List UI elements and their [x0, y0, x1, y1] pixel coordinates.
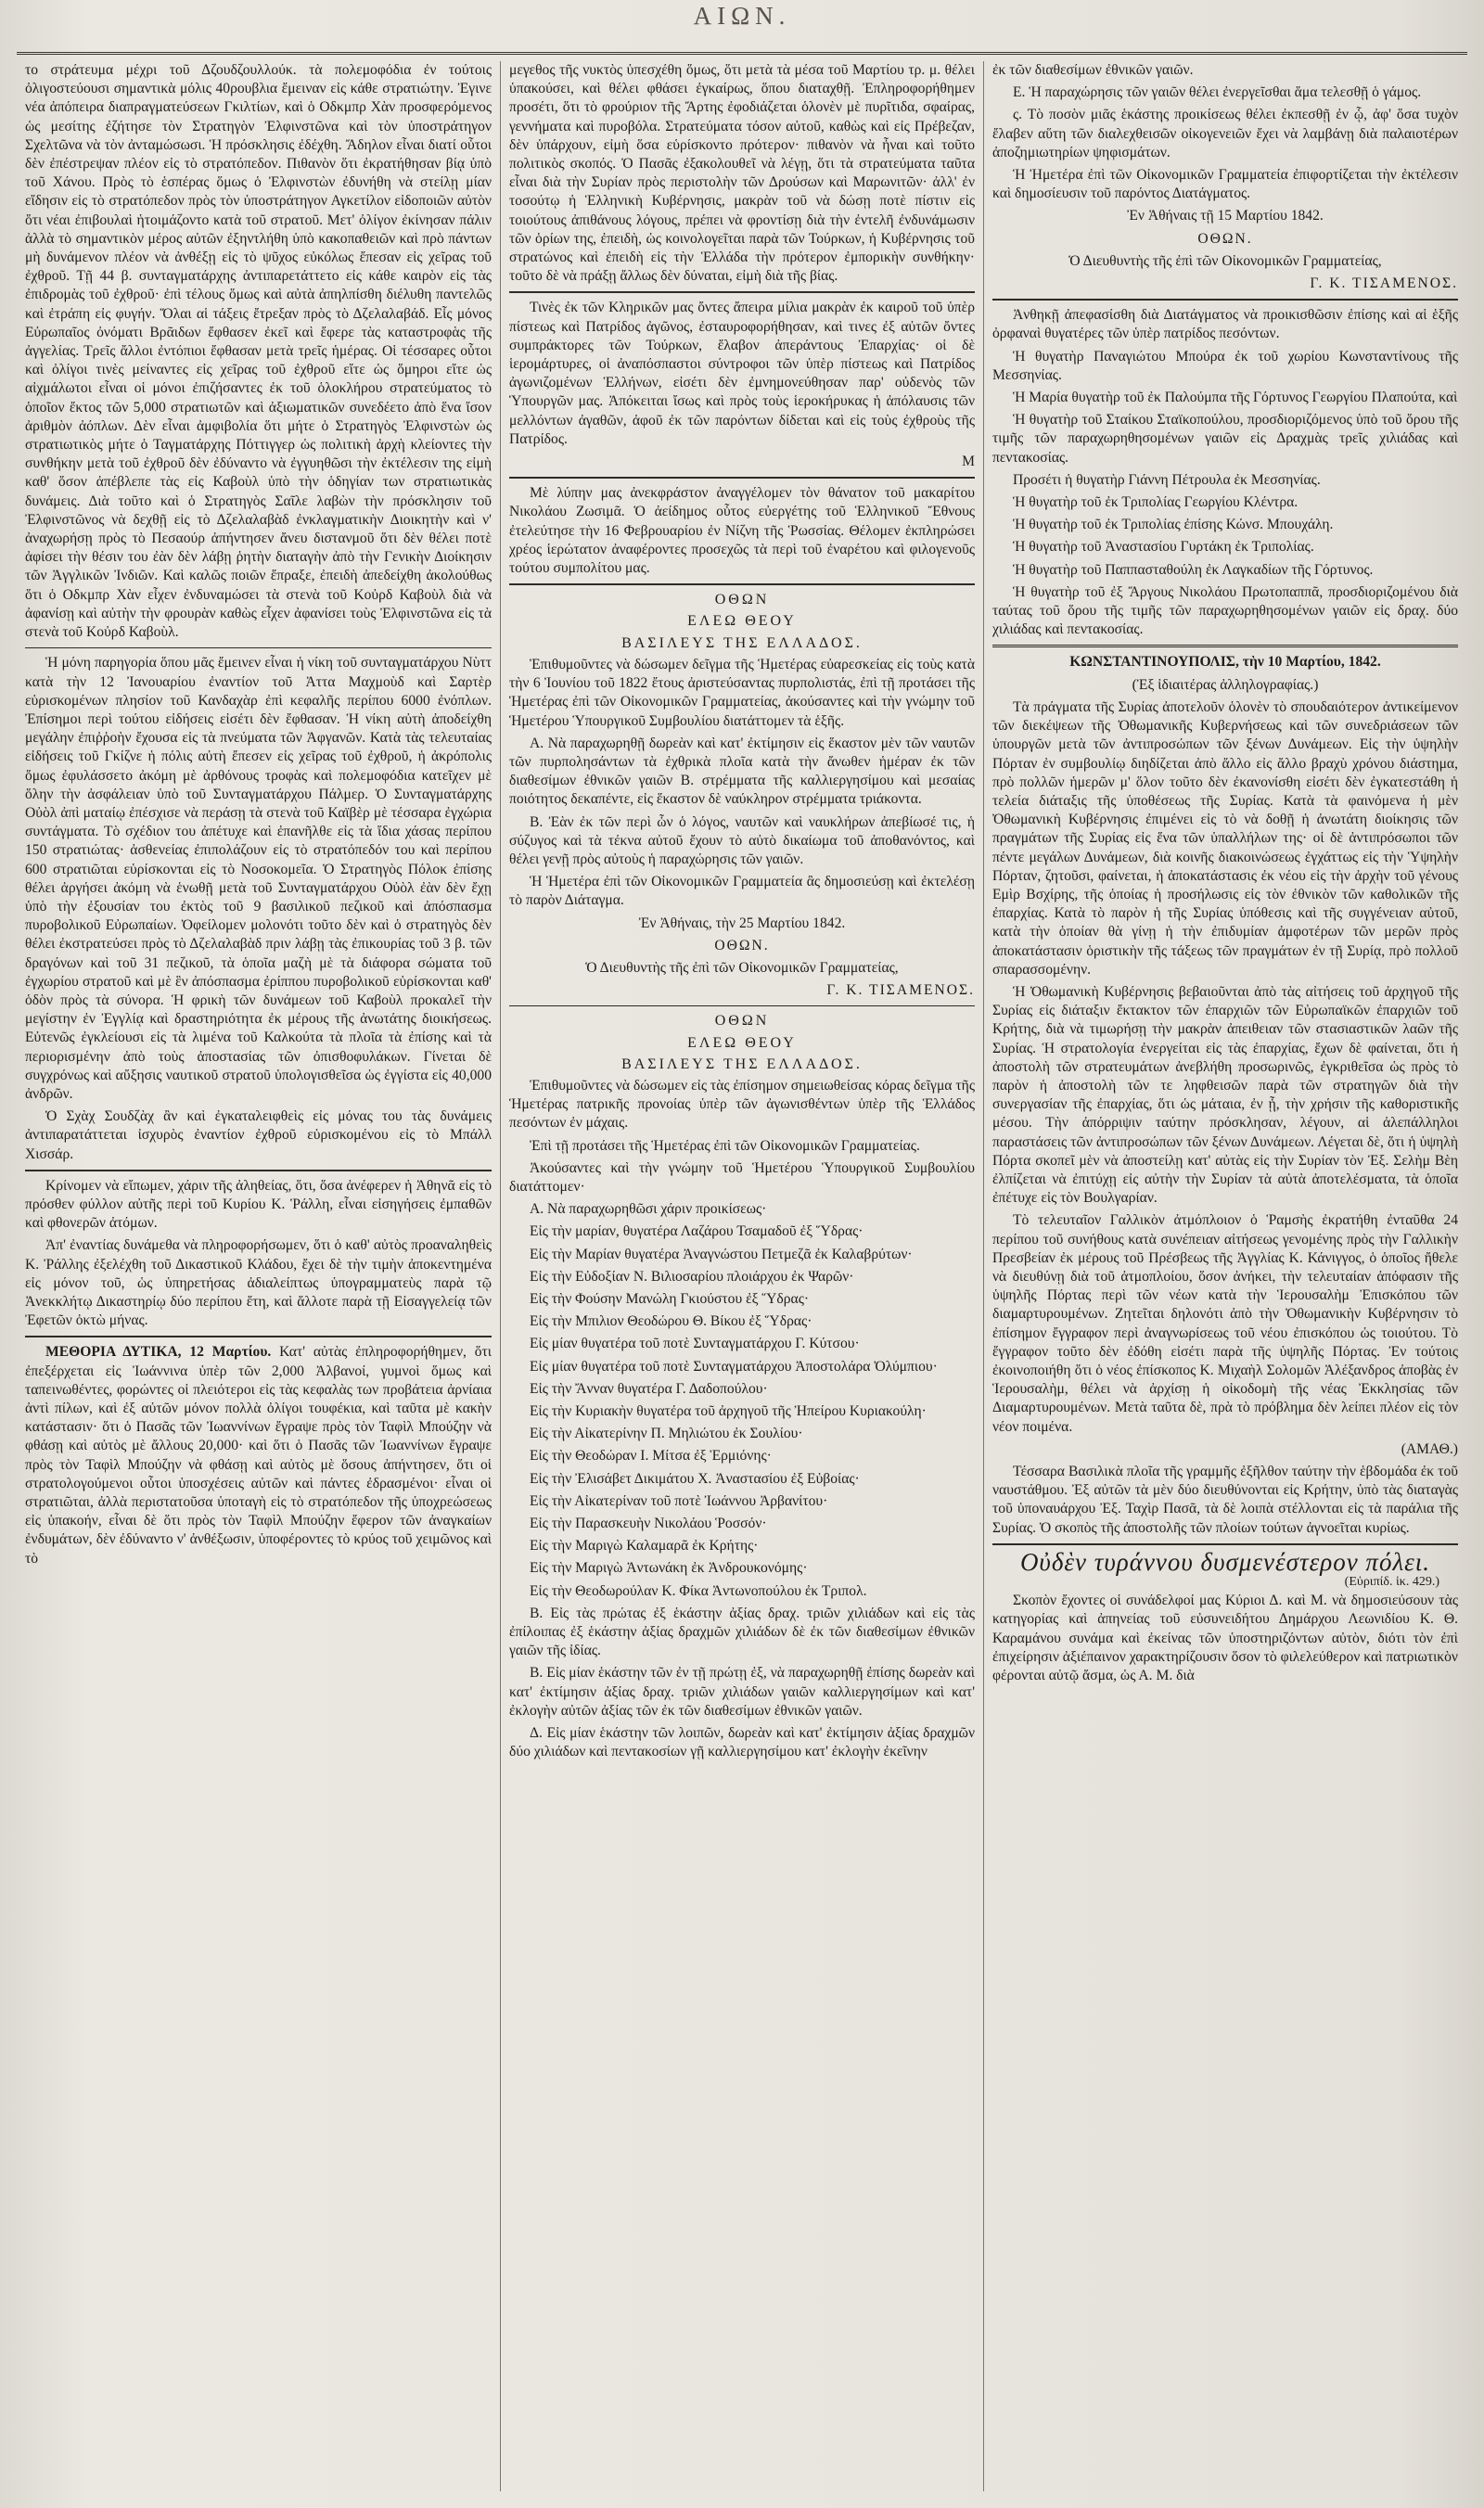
article-syria-p2: Ἡ Ὀθωμανικὴ Κυβέρνησις βεβαιοῦνται ἀπὸ τὰς αἰτήσεις τοῦ ἀρχηγοῦ τῆς Συρίας εἰς διάταξιν ἔκτακτον τῶν ἐπαρχιῶν τῶν Εὐρωπαϊκῶν ἐπαρχιῶν τοῦ Κρήτης, διὰ νὰ τιμωρήσῃ τὴν μακρὰν ἀπειθειαν τῶν στασιαστικῶν λαῶν τῆς Συρίας. Ἡ στρατολογία ἐνεργείται εἰς τὰς ἐπαρχίας, ἔχων δὲ φαίνεται, ὅτι ἡ ἀποστολὴ τῶν στρατευμάτων ἀνεβλήθη προσωρινῶς, ἐγκριθεῖσα ὡς πρὸς τὸ παρὸν ἡ ἀποστολὴ τῶν τε ληφθεισῶν παρὰ τῶν στρατηγῶν διὰ τὴν συνεργασίαν τῆς ἐπαρχίας, ὅτι ὡς μάταια, ἐν ᾗ, τὴν χρήσιν τῆς καθοριστικῆς μέσου. Τὴν ἀπόρριψιν ταύτην πρόσκλησαν, λέγουν, αἱ ἀλεπάλληλοι παραστάσεις τῶν ἀντιπροσώπων τῶν ξένων Δυνάμεων. Λέγεται δὲ, ὅτι ἡ ὑψηλὴ Πόρτα σκοπεῖ μὲν νὰ ἀποστείλῃ κατ' αὐτὰς εἰς τὴν Συρίαν τὸν Ἐξ. Σελὴμ Βὲη ἐλπίζεται νὰ ἐπιτύχῃ εἰς αὐτὴν τὴν Συρίαν τὰ αὐτὰ ἀποτελέσματα, τὰ ὁποῖα ἐπέτυχε εἰς τὸν Βουλγαρίαν. — [992, 983, 1458, 1207]
motto-quote: Οὐδὲν τυράννου δυσμενέστερον πόλει. — [1019, 1547, 1431, 1576]
decree2-article-a: Α. Νὰ παραχωρηθῶσι χάριν προικίσεως· — [530, 1201, 767, 1218]
list-item: Εἰς μίαν θυγατέρα τοῦ ποτὲ Συνταγματάρχου Ἀποστολάρα Ὀλύμπιου· — [530, 1358, 938, 1375]
article-afghan-p2: Ἡ μόνη παρηγορία ὅπου μᾶς ἔμεινεν εἶναι ἡ νίκη τοῦ συνταγματάρχου Νὺττ κατὰ τὴν 12 Ἰανουαρίου ἐναντίον τοῦ Ἀττα Μαχμοὺδ καὶ Σαρτὲρ εὑρισκομένων πλησίον τοῦ Κανδαχὰρ ἐπὶ κεφαλῆς περίπου 6000 ἐνόπλων. Ἐπίσημοι περὶ τούτου εἰδήσεις εἰσέτι δὲν ἔφθασαν. Ἡ νίκη αὐτὴ ἀποδείχθη μεγάλην ἐπιῤῥοὴν ἔχουσα εἰς τὰ πνεύματα τῶν Ἀφγανῶν. Κατὰ τὰς τελευταίας εἰδήσεις τοῦ Γκίζνε ἡ πόλις αὐτὴ ἔπεσεν εἰς χεῖρας τοῦ ἐχθροῦ, ἡ ἀκρόπολις ὅμως ἐφυλάσσετο ἀκόμη μὲ ἀρθόνους τροφὰς καὶ πολεμοφόδια κατεῖχεν μὲ ὅλην τὴν ἀσφάλειαν ὑπὸ τοῦ Συνταγματάρχου Πάλμερ. Ὁ Συνταγματάρχης Οὐὸλ ἀπὶ ματαίῳ ἐπέσχισε νὰ περάσῃ τὰ στενὰ τοῦ Καϊβὲρ μὲ τέσσαρα ἐγχώρια συντάγματα. Τὸ σχέδιον του ἀπέτυχε καὶ ἐπανῆλθε εἰς τὰ ἴδια χάσας περίπου 150 στρατιώτας· ἀσθενείας ἐπιπολάζουν εἰς τὸ στρατόπεδόν του καὶ περίπου 600 στρατιῶται εὑρίσκονται εἰς τὸ Νοσοκομεῖα. Ὁ Στρατηγὸς Πόλοκ ἐπίσης θέλει ἀργήσει ἀκόμη νὰ ἑνωθῇ μετὰ τοῦ Συνταγματάρχου Οὐὸλ ἐὰν δὲν ἔχῃ ὑπὸ τὴν ἐξουσίαν του ἐκτὸς τοῦ 9 βασιλικοῦ πεζικοῦ καὶ ἀπόσπασμα πυροβολικοῦ Εὐρωπαίων. Ὀφείλομεν μολονότι τοῦτο δὲν καὶ ὁ στρατηγὸς δὲν θέλει ἐκστρατεύσει πρὸς τὸ Δζελαλαβὰδ πριν λάβῃ τὰς ἐπικουρίας τοῦ 3 β. τῶν δραγόνων καὶ τοῦ 31 πεζικοῦ, τὰ ὁποῖα μαζὴ μὲ τὰ διάφορα σώματα τοῦ ἐγχωρίου στρατοῦ καὶ μὲ ἓν ἀπόσπασμα ἐρίππου πυροβολικοῦ εὑρίσκονται καθ' ὁδὸν πρὸς τὰ σύνορα. Ἡ φρικὴ τῶν δυνάμεων τοῦ Καβοὺλ προκαλεῖ τὴν μεγίστην ἐν Ἐγγλίᾳ καὶ δραστηριότητα ἐκ μέρους τῆς ἀνωτάτης διοικήσεως. Εὐτενῶς ἐγκλείουσι εἰς τὰ λιμένα τοῦ Καλκούτα τὰ πλοῖα τὰ ἐπίσης καὶ τὰ περιορισμένην ἀπὸ τοὺς ἀποστασίας τῶν ὀπισθοφυλάκων. Γίνεται δὲ συγχρόνως καὶ αὔξησις ναυτικοῦ στρατοῦ ὑπολογισθεῖσα ὡς ἐγγίστα εἰς 40,000 ἀνδρῶν. — [25, 655, 492, 1102]
list-item: Ἡ θυγατὴρ τοῦ ἐκ Τριπολίας Γεωργίου Κλέντρα. — [1013, 494, 1298, 511]
list-item: Ἡ θυγατὴρ τοῦ Σταίκου Σταϊκοπούλου, προσδιοριζόμενος ὑπὸ τοῦ ὅρου τῆς τιμῆς τῶν παραχωρηθησομένων γαιῶν εἰς Δραχμὰς τρεῖς χιλιάδας καὶ πεντακοσίας. — [992, 412, 1458, 466]
list-item: Εἰς τὴν Μαριγὼ Καλαμαρᾶ ἐκ Κρήτης· — [530, 1538, 759, 1555]
decree2-sub2: ΒΑΣΙΛΕΥΣ ΤΗΣ ΕΛΛΑΔΟΣ. — [621, 1056, 863, 1072]
decree2-article-f: ς. Τὸ ποσὸν μιᾶς ἑκάστης προικίσεως θέλει ἐκπεσθῇ ἐν ᾧ, ἀφ' ὅσα τυχὸν ἔλαβεν αὕτη τῶν διαλεχθεισῶν οἰκογενειῶν ἔχει νὰ λαμβάνῃ διὰ παλαιοτέρων ἀποζημιωτηρίων ψηφισμάτων. — [992, 107, 1458, 160]
divider — [992, 1543, 1458, 1545]
correspondence-note: (Ἐξ ἰδιαιτέρας ἀλληλογραφίας.) — [1132, 676, 1319, 693]
decree1-minister-title: Ὁ Διευθυντὴς τῆς ἐπὶ τῶν Οἰκονομικῶν Γραμματείας, — [585, 959, 899, 976]
list-item: Εἰς τὴν Ἐλισάβετ Δικιμάτου Χ. Ἀναστασίου ἐξ Εὐβοίας· — [530, 1470, 860, 1487]
list-item: Εἰς τὴν Αἰκατερίναν τοῦ ποτὲ Ἰωάννου Ἀρβανίτου· — [530, 1492, 828, 1509]
columns — [17, 61, 1467, 2491]
list-item: Ἡ θυγατὴρ τοῦ Ἀναστασίου Γυρτάκη ἐκ Τριπολίας. — [1013, 539, 1314, 556]
article-syria-p1: Τὰ πράγματα τῆς Συρίας ἀποτελοῦν ὁλονὲν τὸ σπουδαιότερον ἀντικείμενον τῶν διεκέψεων τῆς Ὀθωμανικῆς Κυβερνήσεως καὶ τῶν συνεδριάσεων τῶν ὑπουργῶν μετὰ τῶν ἀντιπροσώπων τῶν ξένων Δυνάμεων. Εἰς τὴν ὑψηλὴν Πόρταν ἐν συμβουλίῳ διηδίζεται ἀπὸ ἄλλο εἰς ἄλλο βραχὺ χρόνου διάστημα, πρὸ πολλῶν ἡμερῶν μ' ὅλον τοῦτο δὲν ἐκανονίσθη εἰσέτι δὲν ἐγκατεστάθη ἡ τελεία διάταξις τῆς ὑποθέσεως τῆς Συρίας. Κατὰ τὰ φαινόμενα ἡ μὲν Ὀθωμανικὴ Κυβέρνησις ἐπιμένει εἰς τὸ νὰ δοθῇ ἡ ἀνωτάτη διοίκησις τῶν πραγμάτων τῆς Συρίας εἰς ἕνα τῶν ὑπαλλήλων της· οἱ δὲ ἀντιπρόσωποι τῶν πέντε μεγάλων Δυνάμεων, διὰ κοινῆς διακοινώσεως ἐγχάττως εἰς τὴν Ὑψηλὴν Πόρταν, ζητοῦσι, φαίνεται, ἡ ἀποκατάστασις ἐκ νέου εἰς τὴν ἀρχὴν τοῦ γένους Εμὶρ Βσχίρης, τῆς ὁποίας ἡ προσήλωσις εἰς τὸν ἐθνικὸν τῶν καθολικῶν τῆς ἐπαρχίας. Κατὰ τὸ παρὸν ἡ τῆς Συρίας ὑπόθεσις καὶ τῆς συγγένειαν αὐτοῦ, κατὰ τὴν ὁποίαν θὰ γίνῃ ἡ τὴν ἐπιδυμίαν ἀμφοτέρων τῶν μερῶν πρὸς ἀποκατάστασιν ὁριστικὴν τῆς τάξεως τῶν πραγμάτων ἐν τῇ Συρίᾳ, πρὸ πολλοῦ σπαρασσομένην. — [992, 698, 1458, 978]
divider — [992, 645, 1458, 647]
list-item: Εἰς τὴν Θεοδωρούλαν Κ. Φίκα Ἀντωνοπούλου ἐκ Τριπολ. — [530, 1582, 867, 1599]
decree1-minister: Γ. Κ. ΤΙΣΑΜΕΝΟΣ. — [826, 982, 975, 999]
article-methoria: Κατ' αὐτὰς ἐπληροφορήθημεν, ὅτι ἐπεξέρχεται εἰς Ἰωάννινα ὑπὲρ τῶν 2,000 Ἀλβανοί, γυμνοὶ ὅμως καὶ ταπεινωθέντες, φορώντες οἱ πλειότεροι εἰς τὰς κεφαλὰς των προβάτεια ἀρνίαια ἀντὶ πίλων, καὶ ἐξ αὐτῶν μόνον πολλὰ ὀλίγοι τουφέκια, καὶ ταῦτα μὲ κακὴν κατάστασιν· ὅτι ὁ Πασᾶς τῶν Ἰωαννίνων ἔγραψε πρὸς τὸν Ταφὶλ Μπούζην νὰ φθάσῃ καὶ αὐτὸς μὲ ἄλλους 20,000· καὶ ὅτι ὁ Πασᾶς τῶν Ἰωαννίνων ἔγραψε πρὸς τὸν Ταφὶλ Μπούζην νὰ φθάσῃ καὶ αὐτὸς μὲ ὅσους ἀπήντησεν, ὅτι οἱ στρατολογούμενοι οὗτοι ὑποσχέσεις αὐτῶν καὶ πάντες ἐδρασμένοι· εἶναι οἱ στρατιῶται, ἀλλὰ περιστατοῦσα ὑποταγὴ εἰς τὸ στρατόπεδον τῆς ὑποχρεώσεως εἰς ὑπακοήν, εἶναι δὲ ὅτι πρὸς τὸν Ταφὶλ Μπούζην ἔφερον τῶν ἀναγκαίων ἐνδυμάτων, δὲν ἐδύναντο ν' ἀνθέξωσιν, ὑποφέροντες τὸ κρύος τοῦ χειμῶνος καὶ τὸ — [25, 1344, 492, 1567]
article-rallis-p1: Κρίνομεν νὰ εἴπωμεν, χάριν τῆς ἀληθείας, ὅτι, ὅσα ἀνέφερεν ἡ Ἀθηνᾶ εἰς τὸ πρόσθεν φύλλον αὐτῆς περὶ τοῦ Κυρίου Κ. Ῥάλλη, εἶναι εἰσηγήσεις ἐμπαθῶν καὶ φθονερῶν ἀτόμων. — [25, 1177, 492, 1232]
decree2-article-e: Ε. Ἡ παραχώρησις τῶν γαιῶν θέλει ἐνεργεῖσθαι ἅμα τελεσθῇ ὁ γάμος. — [1013, 84, 1422, 101]
decree2-date: Ἐν Ἀθήναις τῇ 15 Μαρτίου 1842. — [1127, 208, 1324, 224]
divider — [25, 1336, 492, 1337]
orphans-list — [992, 348, 1458, 640]
column-1 — [17, 61, 500, 2491]
list-item: Εἰς τὴν Μπιλιον Θεοδώρου Θ. Βίκου ἐξ Ὕδρας· — [530, 1313, 812, 1330]
dateline-constantinople: ΚΩΝΣΤΑΝΤΙΝΟΥΠΟΛΙΣ, τὴν 10 Μαρτίου, 1842. — [1069, 654, 1381, 671]
divider — [509, 291, 975, 293]
decree2-king: ΟΘΩΝ. — [1197, 230, 1253, 247]
decree2-article-b: Β. Εἰς τὰς πρώτας ἐξ ἑκάστην ἀξίας δραχ. τριῶν χιλιάδων καὶ εἰς τὰς ἐπίλοιπας ἐξ ἑκάστην ἀξίας δραχμῶν χιλιάδων δὲ ἐκ τῶν διαθεσίμων ἐθνικῶν γαιῶν τῆς ἰδίας. — [509, 1605, 975, 1659]
list-item: Εἰς τὴν Κυριακὴν θυγατέρα τοῦ ἀρχηγοῦ τῆς Ἠπείρου Κυριακούλη· — [530, 1403, 927, 1419]
article-syria-p4: Τέσσαρα Βασιλικὰ πλοῖα τῆς γραμμῆς ἐξῆλθον ταύτην τὴν ἑβδομάδα ἐκ τοῦ ναυστάθμου. Ἐξ αὐτῶν τὰ μὲν δύο διευθύνονται εἰς Κρήτην, ὑπὸ τὰς διαταγὰς τοῦ ὑποναυάρχου Ἐξ. Ταχὶρ Πασᾶ, τὰ δὲ λοιπὰ στέλλονται εἰς τὰ παράλια τῆς Συρίας. Ὁ σκοπὸς τῆς ἀποστολῆς τῶν πλοίων τούτων ἀγνοεῖται κυρίως. — [992, 1464, 1458, 1536]
article-syria-p3: Τὸ τελευταῖον Γαλλικὸν ἀτμόπλοιον ὁ Ῥαμσὴς ἐκρατήθη ἐνταῦθα 24 περίπου τοῦ συνήθους κατὰ συνέπειαν αἰτήσεως γενομένης πρὸς τὴν Γαλλικὴν Πρεσβείαν ἐκ μέρους τοῦ Πρέσβεως τῆς Ἀγγλίας Κ. Κάνιγγος, ὁ ὁποῖος ἤθελε νὰ διευθύνῃ διὰ τοῦ ἀτμοπλοίου, ὅσον ἀνήκει, τὴν τελευταίαν ἀπόφασιν τῆς ὑψηλῆς Πόρτας περὶ τῶν νέων κατὰ τὴν Ἱερουσαλὴμ Ἐπισκόπου τῶν διαμαρτυρουμένων. Ζητεῖται δηλονότι ἀπὸ τὴν Ὀθωμανικὴν Κυβέρνησιν τὸ ἐπίσημον ἔγγραφον περὶ ἀναγνωρίσεως τοῦ νέου ἐπισκόπου ὡς τοιούτου. Τὸ ἔγγραφον τοῦτο δὲν ἐδόθη εἰσέτι παρὰ τῆς ὑψηλῆς Πόρτας. Ἐν τούτοις ἐκοινοποιήθη ὅτι ὁ νέος ἐπίσκοπος Κ. Μιχαὴλ Σολομῶν Ἀλέξανδρος ἀποβὰς ἐν Ἱερουσαλὴμ, θέλει νὰ ἀρχίσῃ ἡ οἰκοδομὴ τῆς νέας Ἐκκλησίας τῶν Διαμαρτυρουμένων. Μετὰ ταῦτα δὲ, πρὰ τὸ πρόβλημα δὲν λείπει πλέον εἰς τὸν νέον ποιμένα. — [992, 1212, 1458, 1435]
list-item: Ἡ θυγατὴρ τοῦ ἐκ Τριπολίας ἐπίσης Κώνσ. Μπουχάλη. — [1013, 517, 1334, 533]
article-clergy: Τινὲς ἐκ τῶν Κληρικῶν μας ὄντες ἄπειρα μίλια μακρὰν ἐκ καιροῦ τοῦ ὑπὲρ πίστεως καὶ Πατρίδος ἀγῶνος, ἐσταυροφορήθησαν, καὶ τινες ἐξ αὐτῶν ὄντες συμπράκτορες τῶν Τούρκων, ἔλαβον ἀπεράντους Ἐπαρχίας· οἱ δὲ ἱερομάρτυρες, οἱ ἀναπόσπαστοι σύντροφοι τῶν ὑπὲρ πίστεως καὶ Πατρίδος ἀγωνιζομένων Ἑλλήνων, εἰσέτι δὲν ἐμνημονεύθησαν παρ' οὐδενὸς τῶν Ὑπουργῶν μας. Ἀπόκειται ἴσως καὶ πρὸς τοὺς ἱεροκήρυκας ἡ ἀπόλαυσις τῶν μελλόντων ἀγαθῶν, ἀφοῦ ἐκ τῶν παρόντων δίδεται καὶ εἰς τοὺς ἐχθροὺς τῆς Πατρίδος. — [509, 300, 975, 447]
decree2-council: Ἀκούσαντες καὶ τὴν γνώμην τοῦ Ἡμετέρου Ὑπουργικοῦ Συμβουλίου διατάττομεν· — [509, 1159, 975, 1195]
list-item: Προσέτι ἡ θυγατὴρ Γιάννη Πέτρουλα ἐκ Μεσσηνίας. — [1013, 471, 1321, 488]
list-item: Εἰς τὴν Ἄνναν θυγατέρα Γ. Δαδοπούλου· — [530, 1380, 768, 1397]
dateline-methoria: ΜΕΘΟΡΙΑ ΔΥΤΙΚΑ, 12 Μαρτίου. — [45, 1344, 272, 1361]
divider — [25, 647, 492, 648]
decree2-minister: Γ. Κ. ΤΙΣΑΜΕΝΟΣ. — [1310, 275, 1458, 292]
decree1-article-a: Α. Νὰ παραχωρηθῇ δωρεὰν καὶ κατ' ἐκτίμησιν εἰς ἕκαστον μὲν τῶν ναυτῶν τῶν πυρπολησάντων τὰ ἐχθρικὰ πλοῖα κατὰ τὴν ἄνωθεν ἡμέραν ἐκ τῶν διαθεσίμων ἐθνικῶν γαιῶν Β. στρέμματα τῆς καλλιεργησίμου καὶ μεσαίας ποιότητος δεκαπέντε, εἰς ἕκαστον δὲ ναύκληρον στρέμματα τριάκοντα. — [509, 735, 975, 808]
list-item: Εἰς μίαν θυγατέρα τοῦ ποτὲ Συνταγματάρχου Γ. Κύτσου· — [530, 1336, 860, 1352]
list-item: Εἰς τὴν Μαρίαν θυγατέρα Ἀναγνώστου Πετμεζᾶ ἐκ Καλαβρύτων· — [530, 1246, 913, 1262]
article-afghan-p3: Ὁ Σχὰχ Σουδζὰχ ἂν καὶ ἐγκαταλειφθεὶς εἰς μόνας του τὰς δυνάμεις ἀντιπαρατάττεται ἰσχυρὸς ἐναντίον ἐχθροῦ εὑρισκομένου εἰς τὸ Μπάλλ Χισσάρ. — [25, 1108, 492, 1162]
decree2-sub1: ΕΛΕΩ ΘΕΟΥ — [687, 1034, 797, 1051]
divider — [992, 299, 1458, 301]
decree1-execution: Ἡ Ἡμετέρα ἐπὶ τῶν Οἰκονομικῶν Γραμματεία ἂς δημοσιεύσῃ καὶ ἐκτελέσῃ τὸ παρὸν Διάταγμα. — [509, 874, 975, 909]
masthead-title: ΑΙΩΝ. — [693, 2, 791, 30]
divider — [509, 477, 975, 479]
list-item: Ἡ θυγατὴρ τοῦ Παππασταθούλη ἐκ Λαγκαδίων τῆς Γόρτυνος. — [1013, 561, 1374, 578]
decree1-article-b: Β. Ἐὰν ἐκ τῶν περὶ ὧν ὁ λόγος, ναυτῶν καὶ ναυκλήρων ἀπεβίωσέ τις, ἡ σύζυγος καὶ τὰ τέκνα αὐτοῦ ἔχουν τὸ αὐτὸ δικαίωμα τοῦ ἀποθανόντος, καὶ θέλει γενῇ πρὸς αὐτοὺς ἡ παραχώρησις τῶν γαιῶν. — [509, 813, 975, 867]
decree1-sub2: ΒΑΣΙΛΕΥΣ ΤΗΣ ΕΛΛΑΔΟΣ. — [621, 634, 863, 651]
decree1-date: Ἐν Ἀθήναις, τὴν 25 Μαρτίου 1842. — [638, 915, 846, 931]
decree1-preamble: Ἐπιθυμοῦντες νὰ δώσωμεν δεῖγμα τῆς Ἡμετέρας εὐαρεσκείας εἰς τοὺς κατὰ τὴν 6 Ἰουνίου τοῦ 1822 ἔτους ἀριστεύσαντας πυρπολιστάς, ἐπὶ τῇ προτάσει τῆς Ἡμετέρας ἐπὶ τῶν Οἰκονομικῶν Γραμματείας, ἀκούσαντες καὶ τὴν γνώμην τοῦ Ἡμετέρου Ὑπουργικοῦ Συμβουλίου διατάττομεν τὰ ἑξῆς. — [509, 656, 975, 729]
article-rallis-p2: Ἀπ' ἐναντίας δυνάμεθα νὰ πληροφορήσωμεν, ὅτι ὁ καθ' αὐτὸς προαναληθεὶς Κ. Ῥάλλης ἐξελέχθη τοῦ Δικαστικοῦ Κλάδου, ἔχει δὲ τὴν τιμὴν ἀποκεντημένα εἰς μόνον τοῦ, ὡς ὑπηρετήσας ἀδιαλείπτως ὑπογραμματεὺς παρὰ τῷ Ἀνεκκλήτῳ Δικαστηρίῳ δύο περίπου ἔτη, καὶ ἄλλοτε παρὰ τῇ Εἰσαγγελείᾳ τῶν Ἐφετῶν ὀκτὼ μήνας. — [25, 1237, 492, 1329]
decree2-article-d: Δ. Εἰς μίαν ἑκάστην τῶν λοιπῶν, δωρεὰν καὶ κατ' ἐκτίμησιν ἀξίας δραχμῶν δύο χιλιάδων καὶ πεντακοσίων γῇ καλλιεργησίμου κατ' ἐκλογὴν ἐκεῖνην — [509, 1725, 975, 1760]
decree2-dowry-list — [509, 1222, 975, 1600]
list-item: Εἰς τὴν Θεοδώραν Ι. Μίτσα ἐξ Ἑρμιόνης· — [530, 1448, 772, 1465]
list-item: Εἰς τὴν Παρασκευὴν Νικολάου Ῥοσσόν· — [530, 1516, 767, 1532]
article-syria-source: (ΑΜΑΘ.) — [1401, 1440, 1458, 1457]
decree2-minister-title: Ὁ Διευθυντὴς τῆς ἐπὶ τῶν Οἰκονομικῶν Γραμματείας, — [1068, 252, 1382, 269]
divider — [509, 583, 975, 585]
orphans-intro: Ἀνθηκῇ ἀπεφασίσθη διὰ Διατάγματος νὰ προικισθῶσιν ἐπίσης καὶ αἱ ἑξῆς ὀρφαναὶ θυγατέρες τῶν ὑπὲρ πατρίδος πεσόντων. — [992, 307, 1458, 342]
decree1-sub1: ΕΛΕΩ ΘΕΟΥ — [687, 613, 797, 630]
list-item: Ἡ Μαρία θυγατὴρ τοῦ ἐκ Παλούμπα τῆς Γόρτυνος Γεωργίου Πλαπούτα, καὶ — [1013, 390, 1458, 406]
list-item: Εἰς τὴν Φούσην Μανώλη Γκιούστου ἐξ Ὕδρας· — [530, 1290, 810, 1307]
column-3 — [983, 61, 1466, 2491]
motto-source: (Εὐριπίδ. ἱκ. 429.) — [1344, 1575, 1439, 1590]
list-item: Εἰς τὴν Αἰκατερίνην Π. Μηλιώτου ἐκ Σουλίου· — [530, 1426, 803, 1442]
decree2-cont: ἐκ τῶν διαθεσίμων ἐθνικῶν γαιῶν. — [992, 62, 1194, 78]
list-item: Εἰς τὴν Εὐδοξίαν Ν. Βιλιοσαρίου πλοιάρχου ἐκ Ψαρῶν· — [530, 1268, 854, 1285]
decree2-article-c: Β. Εἰς μίαν ἑκάστην τῶν ἐν τῇ πρώτῃ ἐξ, νὰ παραχωρηθῇ ἐπίσης δωρεὰν καὶ κατ' ἐκτίμησιν ἀξίας δραχ. τριῶν χιλιάδων γαιῶν καλλιεργησίμων καὶ κατ' ἐκλογὴν αὐτῶν ἀξίας τῶν ἐκ τῶν διαθεσίμων ἐθνικῶν γαιῶν. — [509, 1665, 975, 1719]
divider — [25, 1170, 492, 1171]
article-zosimas: Μὲ λύπην μας ἀνεκφράστον ἀναγγέλομεν τὸν θάνατον τοῦ μακαρίτου Νικολάου Ζωσιμᾶ. Ὁ ἀείδημος οὗτος εὐεργέτης τοῦ Ἑλληνικοῦ Ἔθνους ἐτελεύτησε τὴν 16 Φεβρουαρίου ἐν Νίζνη τῆς Ῥωσσίας. Θέλομεν ἐκπληρώσει χρέος ἱερώτατον ἀναφέροντες προσεχῶς τὰ περὶ τοῦ ἐναρέτου καὶ φιλογενοῦς τούτου συμπολίτου μας. — [509, 485, 975, 577]
decree2-execution: Ἡ Ἡμετέρα ἐπὶ τῶν Οἰκονομικῶν Γραμματεία ἐπιφορτίζεται τὴν ἐκτέλεσιν καὶ δημοσίευσιν τοῦ παρόντος Διατάγματος. — [992, 167, 1458, 202]
column-2 — [500, 61, 983, 2491]
article-afghan-p1: το στράτευμα μέχρι τοῦ Δζουδζουλλούκ. τὰ πολεμοφόδια ἐν τούτοις ὀλιγοστεύουσι σημαντικὰ μόλις 40ρουβλια ἔμειναν εἰς κάθε στρατιώτην. Ἐγινε νέα ἀπόπειρα διαπραγματεύσεων Γκιλτίων, καὶ ὁ Οδκμπρ Χὰν προσφερόμενος ὡς μεσίτης ἐζήτησε τὸν Στρατηγὸν Ἐλφινστῶνα καὶ τὸν ὑποστράτηγον Σχελτῶνα νὰ τὸν ἀνταμώσωσι. Ἡ πρόσκλησις ἐδέχθη. Ἄδηλον εἶναι διατί οὗτοι δὲν ἐπέστρεψαν πλέον εἰς τὸ στρατόπεδον. Πιθανὸν ὅτι ἐκρατήθησαν βίᾳ ὑπὸ τοῦ Χάνου. Πρὸς τὸ ἑσπέρας ὅμως ὁ Ἐλφινστὼν ἐδυνήθη νὰ στείλῃ μίαν εἴδησιν εἰς τὸ στρατόπεδον πρὸς τὸν ὑποστράτηγον Αγκετίλον εἰδοποιῶν αὐτὸν ὅτι νέαι ἐπιβουλαὶ ἡτοιμάζοντο κατὰ τοῦ στρατοῦ. Μετ' ὀλίγον ἐκίνησαν πάλιν ἀλλὰ τὸ σημαντικὸν μέρος αὐτῶν ἐξηντλήθη ὑπὸ κακοπαθειῶν καὶ πρὸ πάντων μὴ δυνάμενον πλέον νὰ ἀνθέξῃ εἰς τὸ ψῦχος εὐκόλως ἔπεσαν εἰς χεῖρας τοῦ ἐχθροῦ. Τῇ 44 β. συνταγματάρχης ἀντιπαρετάττετο εἰς κάθε καιρὸν εἰς τὰς ἐπιδρομὰς τοῦ ἐχθροῦ· ἐπὶ τέλους ὅμως καὶ αὐτὰ ἀπηλπίσθη διέλυθη παντελῶς καὶ ἐτράπη εἰς φυγήν. Ὅλαι αἱ τάξεις ἔτρεξαν πρὸς τὸ Δζελαλαβάδ. Εἷς μόνος Εὐρωπαῖος ὀνόματι Βρᾶιδων ἔφθασεν ἐκεῖ καὶ ἔφερε τὰς καταστροφὰς τῆς ἀγγελίας. Τρεῖς ἄλλοι ἐντόπιοι ἔφθασαν μετὰ τρεῖς ἡμέρας. Οἱ τέσσαρες οὗτοι καὶ ὀλίγοι τινὲς μείναντες εἰς χεῖρας τοῦ ἐχθροῦ εἴτε ὡς ὅμηροι εἴτε ὡς αἰχμάλωτοι εἶναι οἱ μόνοι ἐπιζήσαντες ἐκ τοῦ ὁλοκλήρου στρατεύματος τὸ ὁποῖον ἔκτος τῶν 5,000 στρατιωτῶν καὶ ἀξιωματικῶν συνεδέετο ἀπὸ ἕνα ἴσον ἀριθμὸν ἀόπλων. Δὲν εἶναι ἀμφιβολία ὅτι μήτε ὁ Στρατηγὸς Ἐλφινστὼν ὡς στρατιωτικὸς μήτε ὁ Ταγματάρχης Πόττιγγερ ὡς πολιτικὴ ἀρχὴ κλείοντες τὴν συνθήκην μετὰ τοῦ ἐχθροῦ δὲν ἐδύναντο νὰ ἐγγυηθῶσι τὴν ἐκτέλεσιν της εἰμὴ καθ' ὅσον ἀπέβλεπε τὰς εἰς Καβοὺλ ὑπὸ τὴν ὁδηγίαν των στρατιωτικὰς δυνάμεις. Διὰ τοῦτο καὶ ὁ Στρατηγὸς Σαῖλε λαβὼν τὴν πρόσκλησιν τοῦ Ἐλφινστῶνος νὰ δεχθῇ εἰς τὸ Δζελαλαβὰδ ἐνκλαγματικὴν Διοικητὴν καὶ ν' ἀναχωρήσῃ πρὸς τὸ Πεσαούρ ἀπήντησεν ἄνευ διστανμοῦ ὅτι δὲν θέλει ποτὲ ἀφίσει τὴν θέσιν του ἐὰν δὲν λάβῃ ῥητὴν διαταγὴν ἀπὸ τὴν Γενικὴν Διοίκησιν τῶν Ἀγγλικῶν Ἰνδιῶν. Καὶ καλῶς ποιῶν ἔπραξε, ἐπειδὴ ἀπεδείχθη ἀκολούθως ὅτι ὁ Οδκμπρ Χὰν εἶχεν ἐνδυναμώσει τὰ στενὰ τοῦ Κοὐρδ Καβοὺλ διὰ νὰ ἀφανίσῃ καὶ αὐτὴν τὴν φρουρὰν καθὼς εἶχεν ἀφανίσει τοὺς Ἐλφινστῶνα εἰς τὰ στενὰ τοῦ Κοὐρδ Καβοὺλ. — [25, 62, 492, 641]
list-item: Εἰς τὴν Μαριγὼ Ἀντωνάκη ἐκ Ἀνδρουκονόμης· — [530, 1560, 808, 1577]
list-item: Εἰς τὴν μαρίαν, θυγατέρα Λαζάρου Τσαμαδοῦ ἐξ Ὕδρας· — [530, 1223, 864, 1240]
decree2-proposal: Ἐπὶ τῇ προτάσει τῆς Ἡμετέρας ἐπὶ τῶν Οἰκονομικῶν Γραμματείας. — [530, 1137, 920, 1154]
article-methoria-cont: μεγεθος τῆς νυκτὸς ὑπεσχέθη ὅμως, ὅτι μετὰ τὰ μέσα τοῦ Μαρτίου τρ. μ. θέλει ὑπακούσει, καὶ θέλει φθάσει ἐγκαίρως, ὅπου διαταχθῇ. Ἐπληροφορήθημεν προσέτι, ὅτι τὸ φρούριον τῆς Ἄρτης ἐφοδιάζεται ὁλονὲν μὲ πυρῖτιδα, σφαίρας, γεννήματα καὶ πυροβόλα. Στρατεύματα τόσον αὐτοῦ, καθὼς καὶ εἰς Πρέβεζαν, δὲν ὑπάρχουν, εἰμὴ ὅσα εὑρίσκοντο πρότερον· πιθανὸν νὰ ἦναι καὶ τοῦτο πολιτικὸς σκοπός. Ὁ Πασᾶς ἐξακολουθεῖ νὰ λέγῃ, ὅτι τὰ στρατεύματα ταῦτα εἶναι διὰ τὴν Συρίαν πρὸς περιστολὴν τῶν Δρούσων καὶ Μαρωνιτῶν· ἀλλ' ἐν τοσούτῳ ἡ Ἑλληνικὴ Κυβέρνησις, μακρὰν τοῦ νὰ δώσῃ ποτὲ πίστιν εἰς τοιούτους ἀπιθάνους λόγους, πρέπει νὰ φροντίσῃ διὰ τὴν ἐντελῆ ἐνδυνάμωσιν τῶν ὁρίων της, ἐπειδὴ, ὡς κοινολογεῖται παρὰ τῶν Τούρκων, ἡ Κυβέρνησις τοῦ στρατώνος καὶ ἐπειδὴ εἰς τὴν Ἑλλάδα τὴν πρότερον ἐμπορικὴν συνθήκην· τοῦτο δὲ νὰ πράξῃ ἄλλως δὲν δύναται, εἰμὴ διὰ τῆς βίας. — [509, 62, 975, 285]
list-item: Ἡ θυγατὴρ τοῦ ἐξ Ἄργους Νικολάου Πρωτοπαππᾶ, προσδιοριζομένου διὰ ταύτας τοῦ ὅρου τῆς τιμῆς τῶν παραχωρηθησομένων γαιῶν εἰς δραχ. δύο χιλιάδας καὶ πεντακοσίας. — [992, 583, 1458, 638]
article-clergy-sign: Μ — [962, 454, 975, 470]
decree1-title: ΟΘΩΝ — [714, 592, 770, 608]
decree2-title: ΟΘΩΝ — [714, 1013, 770, 1030]
decree2-preamble: Ἐπιθυμοῦντες νὰ δώσωμεν εἰς τὰς ἐπίσημον σημειωθείσας κόρας δεῖγμα τῆς Ἡμετέρας πατρικῆς προνοίας ὑπὲρ τῶν ἀγωνισθέντων ὑπὲρ τῆς Ἑλλάδος πεσόντων ἐν μάχαις. — [509, 1077, 975, 1132]
divider — [509, 1005, 975, 1006]
top-rule — [17, 52, 1467, 58]
decree1-king: ΟΘΩΝ. — [714, 937, 770, 953]
list-item: Ἡ θυγατὴρ Παναγιώτου Μπούρα ἐκ τοῦ χωρίου Κωνσταντίνους τῆς Μεσσηνίας. — [992, 348, 1458, 383]
article-leonidio: Σκοπὸν ἔχοντες οἱ συνάδελφοί μας Κύριοι Δ. καὶ Μ. νὰ δημοσιεύσουν τὰς κατηγορίας καὶ ἀπηνείας τοῦ εὐσυνειδήτου Δημάρχου Λεωνιδίου Κ. Θ. Καραμάνου συνάμα καὶ ἐκείνας τῶν ὑποστηριζόντων αὐτὸν, διότι τὸν ἐπὶ ἐπιχείρησιν ἀξιέπαινον χαρακτηρίζουσιν ὅσον τὸ φιλελεύθερον καὶ πατριωτικὸν φέρονται αὐτῷ ἄσμα, ὡς Α. Μ. διὰ — [992, 1593, 1458, 1684]
